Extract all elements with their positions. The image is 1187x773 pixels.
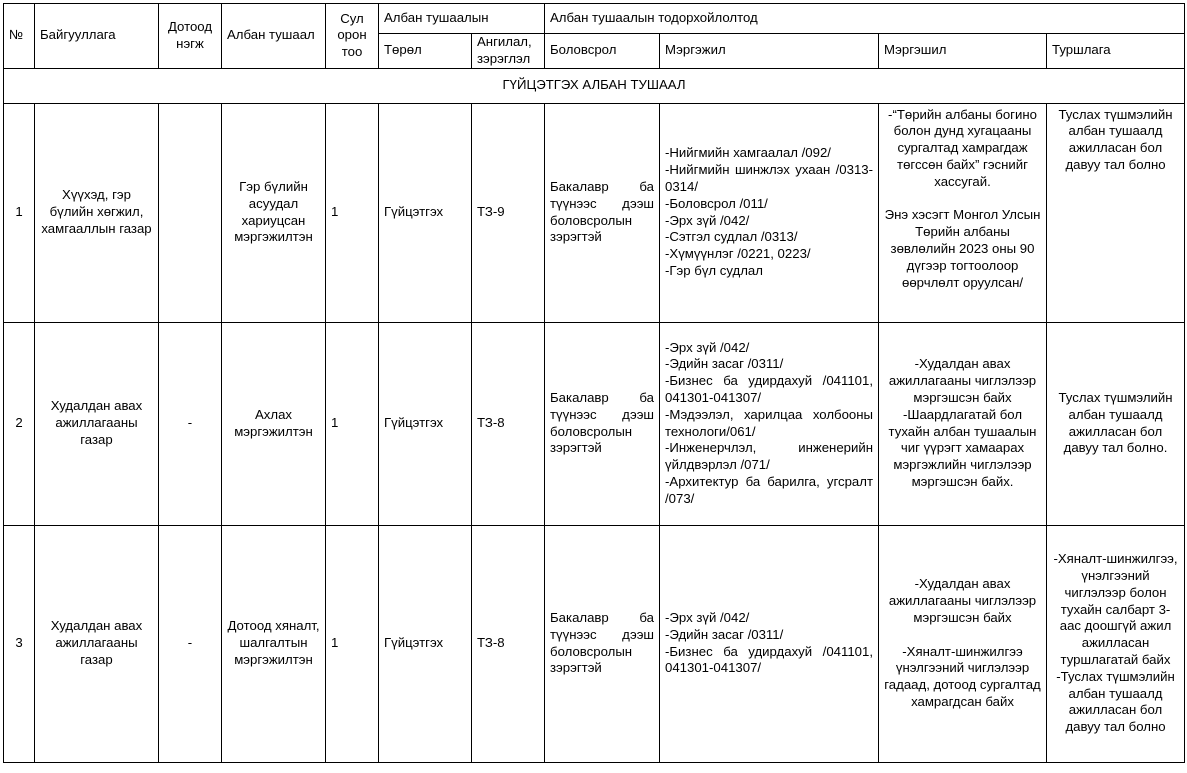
cell-specialization: -Худалдан авах ажиллагааны чиглэлээр мэргэшсэн байх -Хяналт-шинжилгээ үнэлгээний чиглэлээр гадаад, дотоод сургалтад хамрагдсан байх [879, 525, 1047, 762]
cell-internal-unit [159, 103, 222, 322]
cell-experience: Туслах түшмэлийн албан тушаалд ажилласан бол давуу тал болно. [1047, 322, 1185, 525]
table-row [4, 322, 1185, 525]
cell-experience: -Хяналт-шинжилгээ, үнэлгээний чиглэлээр болон тухайн салбарт 3-аас доошгүй ажил ажилласан туршлагатай байх -Туслах түшмэлийн албан тушаалд ажилласан бол давуу тал болно [1047, 525, 1185, 762]
table-row [4, 525, 1185, 762]
cell-position: Гэр бүлийн асуудал хариуцсан мэргэжилтэн [222, 103, 326, 322]
cell-type: Гүйцэтгэх [379, 103, 472, 322]
header-specialization: Мэргэшил [879, 34, 1047, 69]
cell-position: Ахлах мэргэжилтэн [222, 322, 326, 525]
header-position-group: Албан тушаалын [379, 4, 545, 34]
cell-rank: ТЗ-8 [472, 322, 545, 525]
header-position: Албан тушаал [222, 4, 326, 69]
cell-organization: Худалдан авах ажиллагааны газар [35, 322, 159, 525]
cell-education: Бакалавр ба түүнээс дээш боловсролын зэрэгтэй [545, 103, 660, 322]
cell-profession: -Нийгмийн хамгаалал /092/ -Нийгмийн шинжлэх ухаан /0313-0314/ -Боловсрол /011/ -Эрх зүй /042/ -Сэтгэл судлал /0313/ -Хүмүүнлэг /0221, 0223/ -Гэр бүл судлал [660, 103, 879, 322]
cell-rank: ТЗ-9 [472, 103, 545, 322]
cell-vacancies: 1 [326, 525, 379, 762]
cell-position: Дотоод хяналт, шалгалтын мэргэжилтэн [222, 525, 326, 762]
header-organization: Байгууллага [35, 4, 159, 69]
cell-no: 3 [4, 525, 35, 762]
header-internal-unit: Дотоод нэгж [159, 4, 222, 69]
cell-specialization: -“Төрийн албаны богино болон дунд хугацааны сургалтад хамрагдаж төгссөн байх” гэснийг хассугай. Энэ хэсэгт Монгол Улсын Төрийн албаны зөвлөлийн 2023 оны 90 дүгээр тогтоолоор өөрчлөлт оруулсан/ [879, 103, 1047, 322]
cell-vacancies: 1 [326, 103, 379, 322]
cell-internal-unit: - [159, 525, 222, 762]
cell-no: 2 [4, 322, 35, 525]
header-education: Боловсрол [545, 34, 660, 69]
section-title: ГҮЙЦЭТГЭХ АЛБАН ТУШААЛ [4, 68, 1185, 103]
cell-organization: Худалдан авах ажиллагааны газар [35, 525, 159, 762]
cell-type: Гүйцэтгэх [379, 525, 472, 762]
cell-experience: Туслах түшмэлийн албан тушаалд ажилласан бол давуу тал болно [1047, 103, 1185, 322]
cell-organization: Хүүхэд, гэр бүлийн хөгжил, хамгааллын газар [35, 103, 159, 322]
header-experience: Туршлага [1047, 34, 1185, 69]
cell-rank: ТЗ-8 [472, 525, 545, 762]
section-row [4, 68, 1185, 103]
header-requirements-group: Албан тушаалын тодорхойлолтод [545, 4, 1185, 34]
header-rank: Ангилал, зэрэглэл [472, 34, 545, 69]
cell-no: 1 [4, 103, 35, 322]
header-row-1 [4, 4, 1185, 34]
header-no: № [4, 4, 35, 69]
header-profession: Мэргэжил [660, 34, 879, 69]
header-type: Төрөл [379, 34, 472, 69]
cell-specialization: -Худалдан авах ажиллагааны чиглэлээр мэргэшсэн байх -Шаардлагатай бол тухайн албан тушаалын чиг үүрэгт хамаарах мэргэжлийн чиглэлээр мэргэшсэн байх. [879, 322, 1047, 525]
cell-education: Бакалавр ба түүнээс дээш боловсролын зэрэгтэй [545, 322, 660, 525]
table-row [4, 103, 1185, 322]
cell-education: Бакалавр ба түүнээс дээш боловсролын зэрэгтэй [545, 525, 660, 762]
cell-internal-unit: - [159, 322, 222, 525]
cell-profession: -Эрх зүй /042/ -Эдийн засаг /0311/ -Бизнес ба удирдахуй /041101, 041301-041307/ -Мэдээлэл, харилцаа холбооны технологи/061/ -Инженерчлэл, инженерийн үйлдвэрлэл /071/ -Архитектур ба барилга, угсралт /073/ [660, 322, 879, 525]
header-vacancies: Сул орон тоо [326, 4, 379, 69]
cell-type: Гүйцэтгэх [379, 322, 472, 525]
vacancy-table [3, 3, 1185, 763]
cell-vacancies: 1 [326, 322, 379, 525]
cell-profession: -Эрх зүй /042/ -Эдийн засаг /0311/ -Бизнес ба удирдахуй /041101, 041301-041307/ [660, 525, 879, 762]
